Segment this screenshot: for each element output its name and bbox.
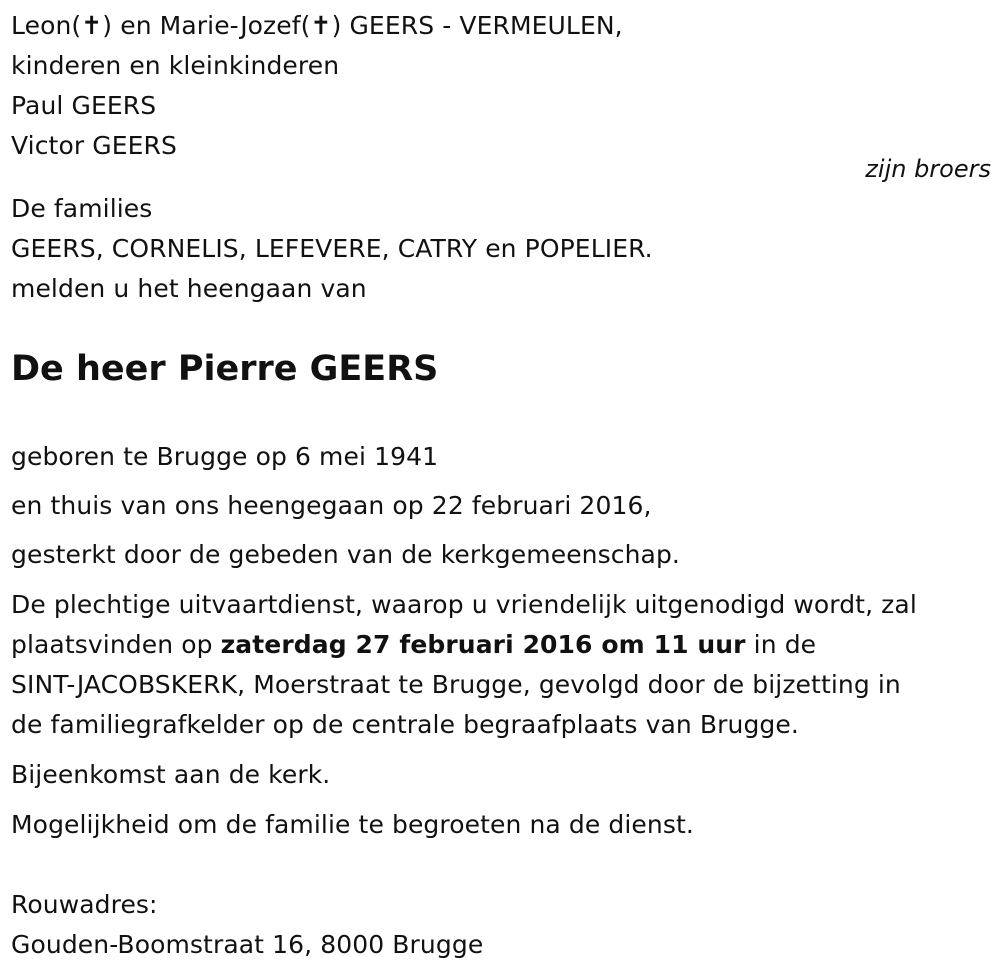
deceased-name: De heer Pierre GEERS bbox=[11, 349, 439, 389]
ceremony-line-4: de familiegrafkelder op de centrale begraafplaats van Brugge. bbox=[11, 710, 799, 739]
ceremony-line-2 bbox=[11, 630, 816, 660]
ceremony-date: zaterdag 27 februari 2016 om 11 uur bbox=[220, 630, 746, 659]
announcement-line: melden u het heengaan van bbox=[11, 274, 367, 303]
ceremony-date-suffix: in de bbox=[745, 630, 817, 659]
sacrament-line: gesterkt door de gebeden van de kerkgemeenschap. bbox=[11, 540, 680, 569]
ceremony-line-1: De plechtige uitvaartdienst, waarop u vriendelijk uitgenodigd wordt, zal bbox=[11, 590, 917, 619]
announcer-children-line: kinderen en kleinkinderen bbox=[11, 51, 340, 80]
announcer-brother-paul: Paul GEERS bbox=[11, 91, 157, 120]
families-names: GEERS, CORNELIS, LEFEVERE, CATRY en POPELIER. bbox=[11, 234, 653, 263]
announcer-brother-victor: Victor GEERS bbox=[11, 131, 177, 160]
ceremony-line-3: SINT-JACOBSKERK, Moerstraat te Brugge, gevolgd door de bijzetting in bbox=[11, 670, 901, 699]
ceremony-date-prefix: plaatsvinden op bbox=[11, 630, 221, 659]
gathering-line: Bijeenkomst aan de kerk. bbox=[11, 760, 331, 789]
condolences-line: Mogelijkheid om de familie te begroeten na de dienst. bbox=[11, 810, 694, 839]
families-label: De families bbox=[11, 194, 153, 223]
announcer-parents-line: Leon(✝) en Marie-Jozef(✝) GEERS - VERMEULEN, bbox=[11, 11, 623, 40]
relation-note: zijn broers bbox=[865, 155, 991, 183]
address-value: Gouden-Boomstraat 16, 8000 Brugge bbox=[11, 930, 484, 959]
address-label: Rouwadres: bbox=[11, 890, 158, 919]
birth-line: geboren te Brugge op 6 mei 1941 bbox=[11, 442, 439, 471]
death-line: en thuis van ons heengegaan op 22 februari 2016, bbox=[11, 491, 652, 520]
